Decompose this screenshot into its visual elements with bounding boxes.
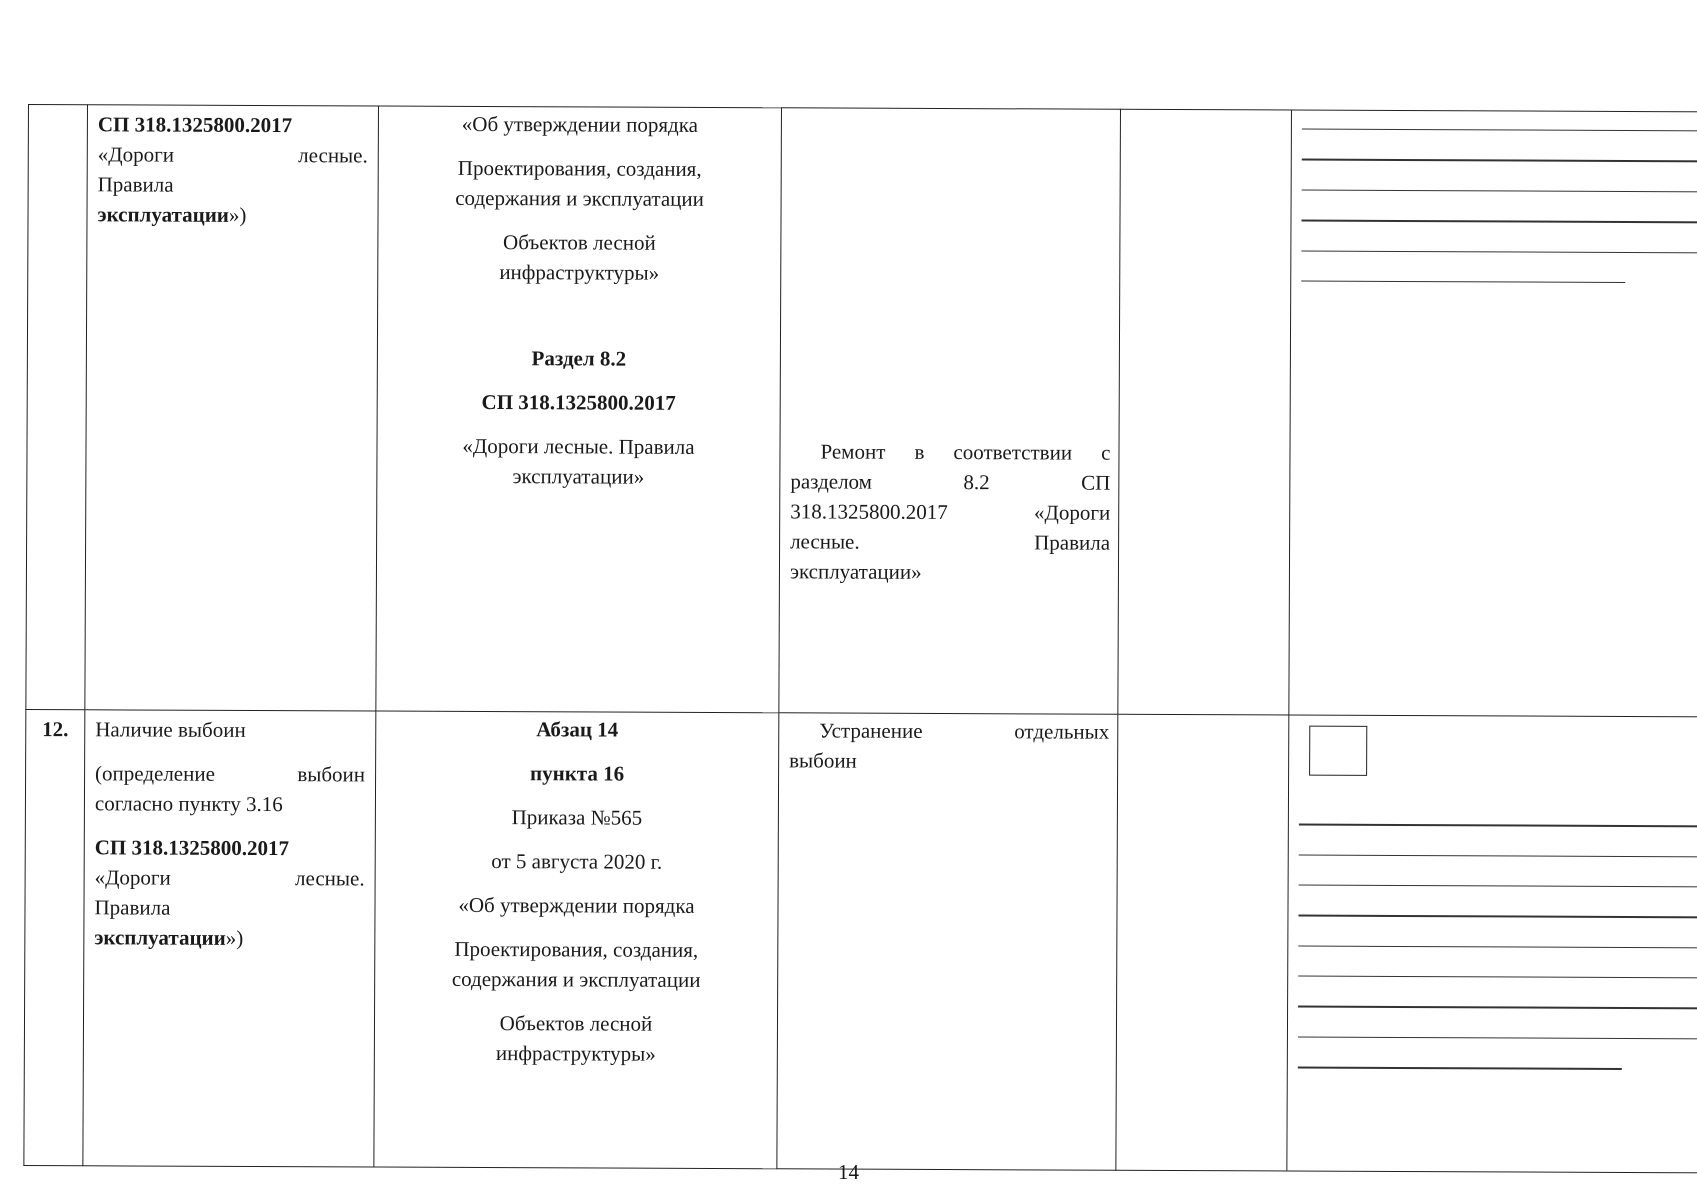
reference-text: «Дороги лесные. Правила эксплуатации» [462,433,695,489]
row-number-cell [26,105,88,710]
measure-line: 318.1325800.2017 «Дороги [790,499,1111,525]
answer-line[interactable] [1298,915,1697,918]
standard-title-line: «Дороги лесные. [97,142,368,168]
requirement-text: Наличие выбоин [95,717,246,743]
measure-line: Ремонт в соответствии с [820,439,1111,465]
answer-line[interactable] [1298,1036,1697,1039]
order-date: от 5 августа 2020 г. [491,849,663,874]
standard-title-end: ») [228,202,247,227]
standard-title-bold: эксплуатации [97,202,229,227]
order-number: Приказа №565 [511,805,643,830]
measure-line: Устранение отдельных [819,718,1110,744]
table-row [26,105,1697,718]
reference-text: «Об утверждении порядка [458,893,695,919]
standard-title-end: ») [225,925,244,951]
answer-line[interactable] [1298,1006,1697,1009]
measure-line: эксплуатации» [789,559,922,584]
answer-line[interactable] [1301,250,1697,253]
answer-line[interactable] [1302,220,1697,223]
row-number-cell: 12. [24,710,85,1166]
answer-line[interactable] [1298,945,1697,948]
standard-code: СП 318.1325800.2017 [97,112,293,138]
measure-line: выбоин [789,748,857,773]
inspection-table [23,104,1697,1174]
requirement-cell [83,710,376,1167]
answer-line[interactable] [1299,824,1697,827]
measure-line: лесные. Правила [790,529,1111,555]
reference-text: Объектов лесной инфраструктуры» [495,1011,656,1066]
requirement-text: согласно пункту 3.16 [94,791,283,817]
paragraph-heading: Абзац 14 [536,717,619,742]
standard-title-line: «Дороги лесные. [94,865,365,891]
empty-cell [1118,109,1292,715]
standard-title-line: Правила [94,895,171,920]
reference-text: «Об утверждении порядка [461,111,699,137]
reference-cell [374,711,779,1169]
table-row [24,710,1697,1173]
answer-line[interactable] [1299,884,1697,887]
measure-cell [777,713,1118,1170]
measure-line: разделом 8.2 СП [790,469,1111,495]
answer-checkbox[interactable] [1309,726,1367,776]
standard-title-bold: эксплуатации [94,925,226,950]
answer-lines-cell [1287,715,1697,1173]
standard-title-line: Правила [97,172,174,197]
reference-text: Объектов лесной инфраструктуры» [499,230,660,285]
measure-text [790,436,1111,587]
reference-text: Проектирования, создания, содержания и эксплуатации [451,936,701,993]
answer-line[interactable] [1298,1067,1622,1070]
item-heading: пункта 16 [529,761,625,786]
reference-text: Проектирования, создания, содержания и эксплуатации [455,155,704,211]
answer-lines-cell [1289,110,1697,717]
empty-cell [1116,714,1289,1171]
requirement-text: (определение выбоин [95,761,366,787]
section-heading: Раздел 8.2 [531,346,627,371]
answer-line[interactable] [1299,854,1697,857]
answer-line[interactable] [1302,159,1697,162]
measure-cell [779,108,1121,715]
page-number: 14 [838,1160,859,1184]
requirement-cell [85,105,379,711]
standard-code: СП 318.1325800.2017 [94,835,290,861]
standard-code: СП 318.1325800.2017 [481,389,676,415]
answer-line[interactable] [1301,281,1625,284]
answer-line[interactable] [1302,129,1697,132]
answer-line[interactable] [1298,976,1697,979]
reference-cell [376,106,782,713]
answer-line[interactable] [1302,189,1697,192]
